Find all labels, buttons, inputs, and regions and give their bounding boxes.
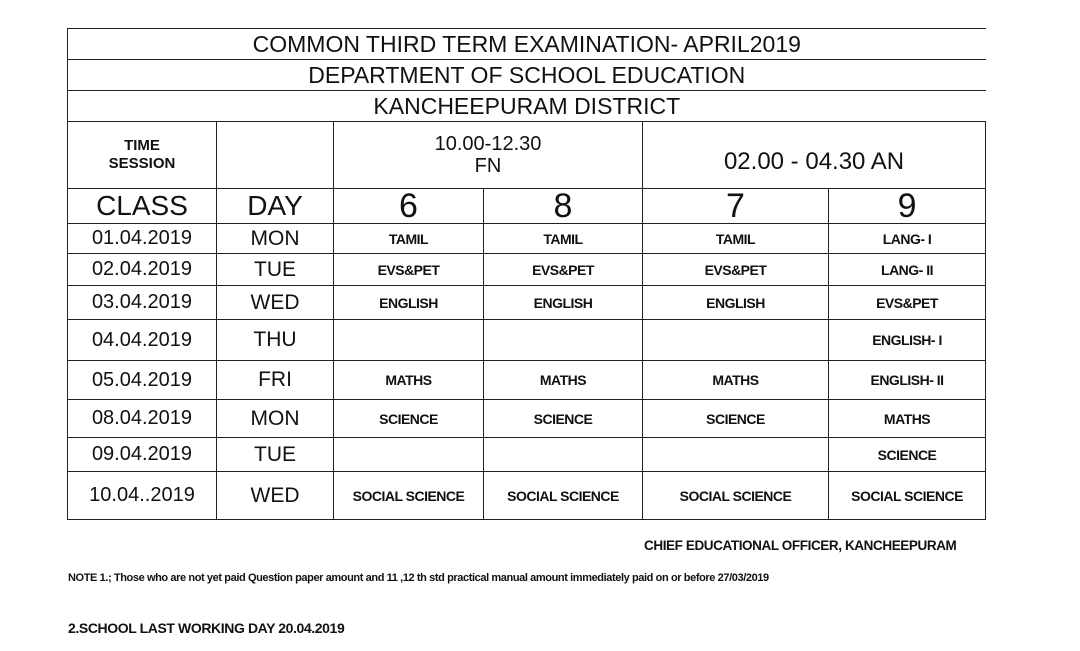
date-cell: 08.04.2019 — [68, 400, 217, 438]
subject-cell: SCIENCE — [643, 400, 829, 438]
day-cell: WED — [217, 472, 334, 520]
subject-cell: MATHS — [829, 400, 986, 438]
fn-label: FN — [474, 155, 502, 177]
date-cell: 03.04.2019 — [68, 286, 217, 320]
table-row — [68, 361, 986, 400]
fn-time: 10.00-12.30 — [434, 133, 542, 155]
subject-cell: MATHS — [484, 361, 643, 400]
subject-cell: EVS&PET — [334, 254, 484, 286]
subject-cell — [643, 438, 829, 472]
subject-cell — [484, 438, 643, 472]
date-cell: 10.04..2019 — [68, 472, 217, 520]
subject-cell: LANG- II — [829, 254, 986, 286]
exam-timetable — [67, 28, 986, 520]
subject-cell: ENGLISH — [484, 286, 643, 320]
date-cell: 05.04.2019 — [68, 361, 217, 400]
subject-cell: SCIENCE — [334, 400, 484, 438]
table-row — [68, 472, 986, 520]
table-row — [68, 320, 986, 361]
fn-session — [334, 122, 643, 189]
table-row — [68, 438, 986, 472]
department-title: DEPARTMENT OF SCHOOL EDUCATION — [68, 60, 986, 91]
exam-title: COMMON THIRD TERM EXAMINATION- APRIL2019 — [68, 29, 986, 60]
session-label: SESSION — [108, 155, 176, 172]
subject-cell: TAMIL — [334, 224, 484, 254]
subject-cell: ENGLISH- I — [829, 320, 986, 361]
an-session: 02.00 - 04.30 AN — [643, 122, 986, 189]
subject-cell: SOCIAL SCIENCE — [334, 472, 484, 520]
subject-cell: TAMIL — [643, 224, 829, 254]
day-cell: WED — [217, 286, 334, 320]
subject-cell: SOCIAL SCIENCE — [643, 472, 829, 520]
subject-cell: SCIENCE — [484, 400, 643, 438]
subject-cell — [334, 320, 484, 361]
class-6-header: 6 — [334, 189, 484, 224]
date-cell: 02.04.2019 — [68, 254, 217, 286]
day-cell: MON — [217, 224, 334, 254]
subject-cell — [334, 438, 484, 472]
class-header: CLASS — [68, 189, 217, 224]
subject-cell: EVS&PET — [643, 254, 829, 286]
subject-cell: SOCIAL SCIENCE — [829, 472, 986, 520]
class-7-header: 7 — [643, 189, 829, 224]
subject-cell: TAMIL — [484, 224, 643, 254]
date-cell: 04.04.2019 — [68, 320, 217, 361]
date-cell: 09.04.2019 — [68, 438, 217, 472]
subject-cell: LANG- I — [829, 224, 986, 254]
day-cell: THU — [217, 320, 334, 361]
subject-cell — [484, 320, 643, 361]
table-row — [68, 224, 986, 254]
subject-cell: EVS&PET — [829, 286, 986, 320]
table-row — [68, 286, 986, 320]
day-cell: FRI — [217, 361, 334, 400]
subject-cell: ENGLISH- II — [829, 361, 986, 400]
day-cell: TUE — [217, 438, 334, 472]
subject-cell: MATHS — [643, 361, 829, 400]
class-8-header: 8 — [484, 189, 643, 224]
subject-cell: SOCIAL SCIENCE — [484, 472, 643, 520]
subject-cell: EVS&PET — [484, 254, 643, 286]
note-2: 2.SCHOOL LAST WORKING DAY 20.04.2019 — [68, 620, 345, 636]
time-session-label — [68, 122, 217, 189]
day-header: DAY — [217, 189, 334, 224]
day-cell: MON — [217, 400, 334, 438]
day-cell: TUE — [217, 254, 334, 286]
subject-cell: MATHS — [334, 361, 484, 400]
subject-cell: SCIENCE — [829, 438, 986, 472]
date-cell: 01.04.2019 — [68, 224, 217, 254]
time-label: TIME — [124, 137, 160, 154]
district-title: KANCHEEPURAM DISTRICT — [68, 91, 986, 122]
subject-cell — [643, 320, 829, 361]
subject-cell: ENGLISH — [643, 286, 829, 320]
table-row — [68, 254, 986, 286]
signatory: CHIEF EDUCATIONAL OFFICER, KANCHEEPURAM — [644, 538, 957, 553]
note-1: NOTE 1.; Those who are not yet paid Question paper amount and 11 ,12 th std practical manual amount immediately paid on or before 27/03/2019 — [68, 572, 769, 584]
class-9-header: 9 — [829, 189, 986, 224]
table-row — [68, 400, 986, 438]
subject-cell: ENGLISH — [334, 286, 484, 320]
empty-cell — [217, 122, 334, 189]
